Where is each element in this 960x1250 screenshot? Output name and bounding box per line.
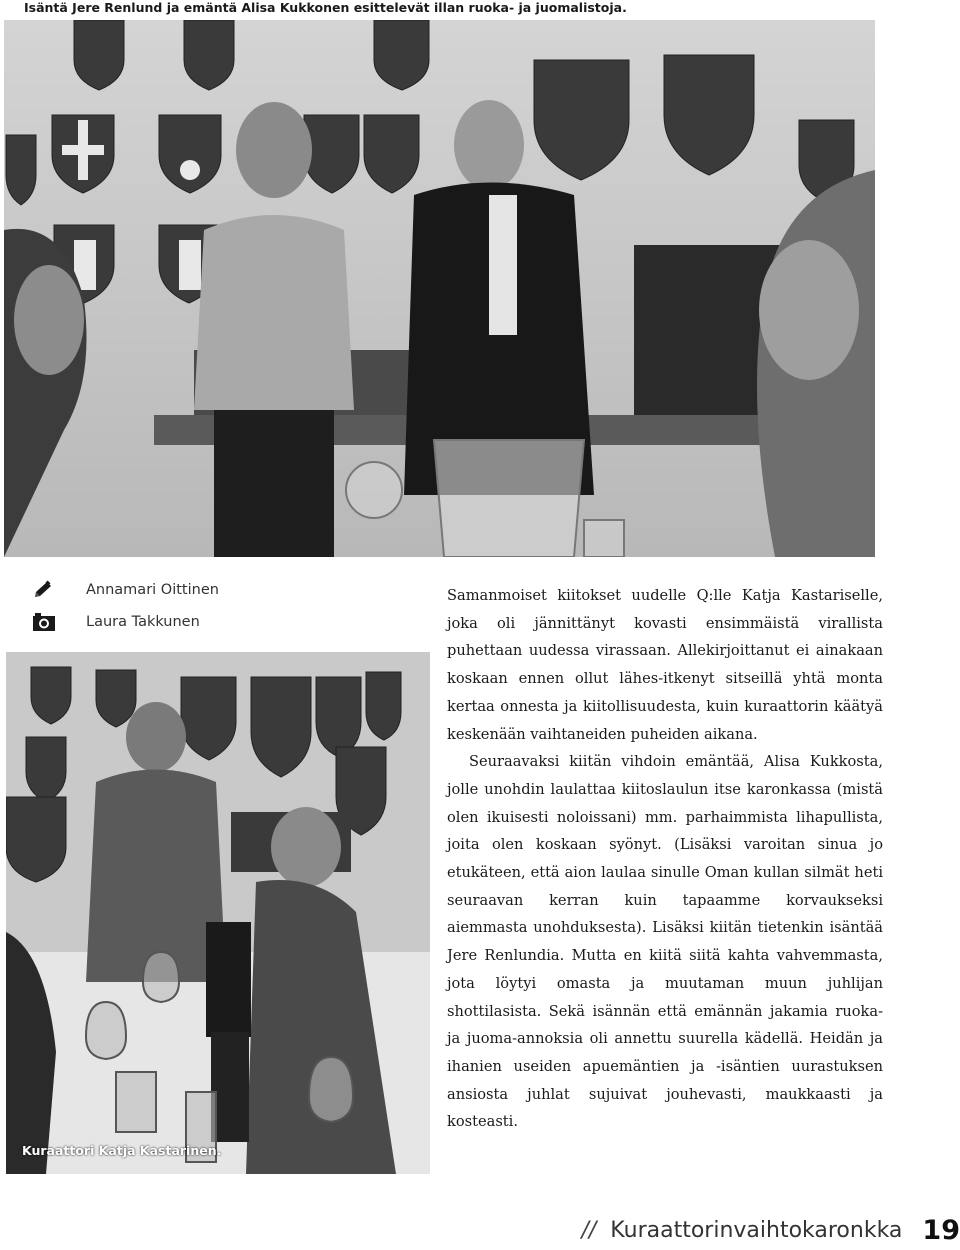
top-photo-caption: Isäntä Jere Renlund ja emäntä Alisa Kukkonen esittelevät illan ruoka- ja juomalistoja. [24,0,627,15]
camera-icon [32,612,56,632]
page-number: 19 [922,1214,960,1246]
bottom-photo-caption: Kuraattori Katja Kastarinen. [22,1143,222,1158]
page-footer [581,1210,960,1250]
pencil-icon [32,580,56,600]
footer-slashes: // [581,1217,597,1243]
photographer-name: Laura Takkunen [86,614,200,630]
top-photo [4,20,875,557]
author-credit [32,574,219,606]
photographer-credit [32,606,219,638]
footer-section-title: Kuraattorinvaihtokaronkka [610,1217,903,1243]
bottom-photo [6,652,430,1174]
author-name: Annamari Oittinen [86,582,219,598]
credits-block [32,574,219,638]
article-body [447,582,883,1136]
article-paragraph: Seuraavaksi kiitän vihdoin emäntää, Alisa Kukkosta, jolle unohdin laulattaa kiitoslaulun itse karonkassa (mistä olen ikuisesti noloissani) mm. parhaimmista lihapullista, joita olen koskaan syönyt. (Lisäksi varoitan sinua jo etukäteen, että aion laulaa sinulle Oman kullan silmät heti seuraavan kerran kuin tapaamme korvaukseksi aiemmasta unohduksesta). Lisäksi kiitän tietenkin isäntää Jere Renlundia. Mutta en kiitä siitä kahta vahvemmasta, jota löytyi omasta ja muutaman muun juhlijan shottilasista. Sekä isännän että emännän jakamia ruoka- ja juoma-annoksia oli annettu suurella kädellä. Heidän ja ihanien useiden apuemäntien ja -isäntien uurastuksen ansiosta juhlat sujuivat jouhevasti, maukkaasti ja kosteasti. [447,753,883,1131]
article-paragraph: Samanmoiset kiitokset uudelle Q:lle Katja Kastariselle, joka oli jännittänyt kovasti ensimmäistä virallista puhettaan uudessa virassaan. Allekirjoittanut ei ainakaan koskaan ennen ollut lähes-itkenyt sitseillä yhtä monta kertaa onnesta ja kiitollisuudesta, kuin kuraattorin käätyä keskenään vaihtaneiden puheiden aikana. [447,587,883,743]
